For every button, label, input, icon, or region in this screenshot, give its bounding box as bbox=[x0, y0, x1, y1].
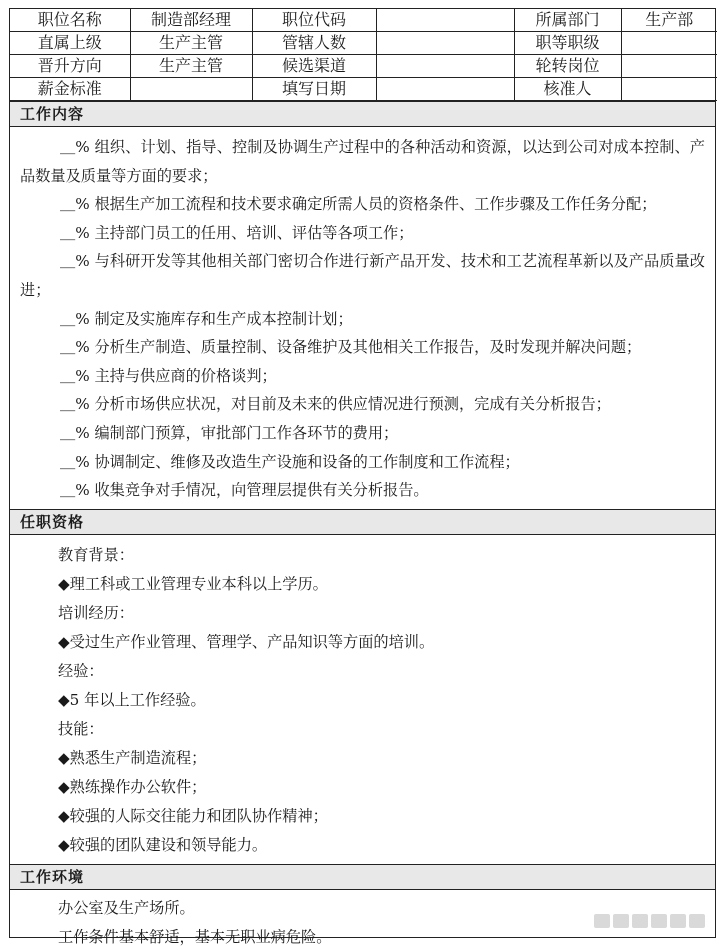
environment-section bbox=[10, 864, 715, 952]
qualification-item: ◆较强的人际交往能力和团队协作精神； bbox=[58, 806, 328, 825]
watermark-mark-icon bbox=[632, 914, 648, 928]
watermark bbox=[565, 909, 705, 933]
qualification-heading-skills: 技能： bbox=[58, 719, 104, 738]
label-fill-date: 填写日期 bbox=[252, 78, 376, 101]
label-grade-level: 职等职级 bbox=[514, 32, 621, 55]
value-department: 生产部 bbox=[621, 9, 717, 32]
duties-section bbox=[10, 101, 715, 509]
value-promotion-path: 生产主管 bbox=[130, 55, 252, 78]
qualifications-list bbox=[10, 535, 715, 864]
duties-list bbox=[10, 127, 715, 509]
duty-item: ＿% 主持与供应商的价格谈判； bbox=[60, 366, 277, 385]
duty-item: ＿% 分析市场供应状况，对目前及未来的供应情况进行预测，完成有关分析报告； bbox=[60, 395, 611, 414]
value-salary-standard bbox=[130, 78, 252, 101]
watermark-mark-icon bbox=[594, 914, 610, 928]
label-position-code: 职位代码 bbox=[252, 9, 376, 32]
watermark-mark-icon bbox=[670, 914, 686, 928]
value-position-name: 制造部经理 bbox=[130, 9, 252, 32]
value-position-code bbox=[376, 9, 514, 32]
label-direct-supervisor: 直属上级 bbox=[10, 32, 130, 55]
qualifications-section bbox=[10, 509, 715, 864]
section-title-qualifications: 任职资格 bbox=[10, 510, 715, 535]
value-fill-date bbox=[376, 78, 514, 101]
duty-item: ＿% 主持部门员工的任用、培训、评估等各项工作； bbox=[60, 223, 414, 242]
label-position-name: 职位名称 bbox=[10, 9, 130, 32]
environment-item: 办公室及生产场所。 bbox=[58, 898, 195, 917]
value-grade-level bbox=[621, 32, 717, 55]
label-department: 所属部门 bbox=[514, 9, 621, 32]
table-row bbox=[10, 55, 717, 78]
qualification-heading-experience: 经验： bbox=[58, 661, 104, 680]
section-title-duties: 工作内容 bbox=[10, 102, 715, 127]
qualification-item: ◆较强的团队建设和领导能力。 bbox=[58, 835, 268, 854]
watermark-mark-icon bbox=[613, 914, 629, 928]
duty-item: ＿% 协调制定、维修及改造生产设施和设备的工作制度和工作流程； bbox=[60, 452, 520, 471]
qualification-item: ◆5 年以上工作经验。 bbox=[58, 690, 206, 709]
label-approver: 核准人 bbox=[514, 78, 621, 101]
table-row bbox=[10, 9, 717, 32]
qualification-heading-education: 教育背景： bbox=[58, 545, 134, 564]
label-headcount: 管辖人数 bbox=[252, 32, 376, 55]
qualification-item: ◆熟悉生产制造流程； bbox=[58, 748, 207, 767]
duty-item: ＿% 与科研开发等其他相关部门密切合作进行新产品开发、技术和工艺流程革新以及产品质量改进； bbox=[20, 252, 705, 299]
label-candidate-channel: 候选渠道 bbox=[252, 55, 376, 78]
value-approver bbox=[621, 78, 717, 101]
section-title-environment: 工作环境 bbox=[10, 865, 715, 890]
duty-item: ＿% 收集竞争对手情况，向管理层提供有关分析报告。 bbox=[60, 481, 429, 500]
qualification-item: ◆熟练操作办公软件； bbox=[58, 777, 207, 796]
watermark-mark-icon bbox=[689, 914, 705, 928]
job-description-document bbox=[9, 8, 716, 946]
value-direct-supervisor: 生产主管 bbox=[130, 32, 252, 55]
table-row bbox=[10, 32, 717, 55]
qualification-heading-training: 培训经历： bbox=[58, 603, 134, 622]
qualification-item: ◆理工科或工业管理专业本科以上学历。 bbox=[58, 574, 328, 593]
value-headcount bbox=[376, 32, 514, 55]
table-row bbox=[10, 78, 717, 101]
duty-item: ＿% 组织、计划、指导、控制及协调生产过程中的各种活动和资源，以达到公司对成本控制、产品数量及质量等方面的要求； bbox=[20, 138, 705, 185]
label-promotion-path: 晋升方向 bbox=[10, 55, 130, 78]
duty-item: ＿% 根据生产加工流程和技术要求确定所需人员的资格条件、工作步骤及工作任务分配； bbox=[60, 195, 657, 214]
value-candidate-channel bbox=[376, 55, 514, 78]
qualification-item: ◆受过生产作业管理、管理学、产品知识等方面的培训。 bbox=[58, 632, 435, 651]
duty-item: ＿% 编制部门预算，审批部门工作各环节的费用； bbox=[60, 423, 399, 442]
label-salary-standard: 薪金标准 bbox=[10, 78, 130, 101]
job-info-table bbox=[10, 9, 717, 101]
environment-item: 工作条件基本舒适，基本无职业病危险。 bbox=[58, 927, 332, 946]
label-rotation-post: 轮转岗位 bbox=[514, 55, 621, 78]
duty-item: ＿% 分析生产制造、质量控制、设备维护及其他相关工作报告，及时发现并解决问题； bbox=[60, 338, 642, 357]
value-rotation-post bbox=[621, 55, 717, 78]
duty-item: ＿% 制定及实施库存和生产成本控制计划； bbox=[60, 309, 353, 328]
watermark-mark-icon bbox=[651, 914, 667, 928]
